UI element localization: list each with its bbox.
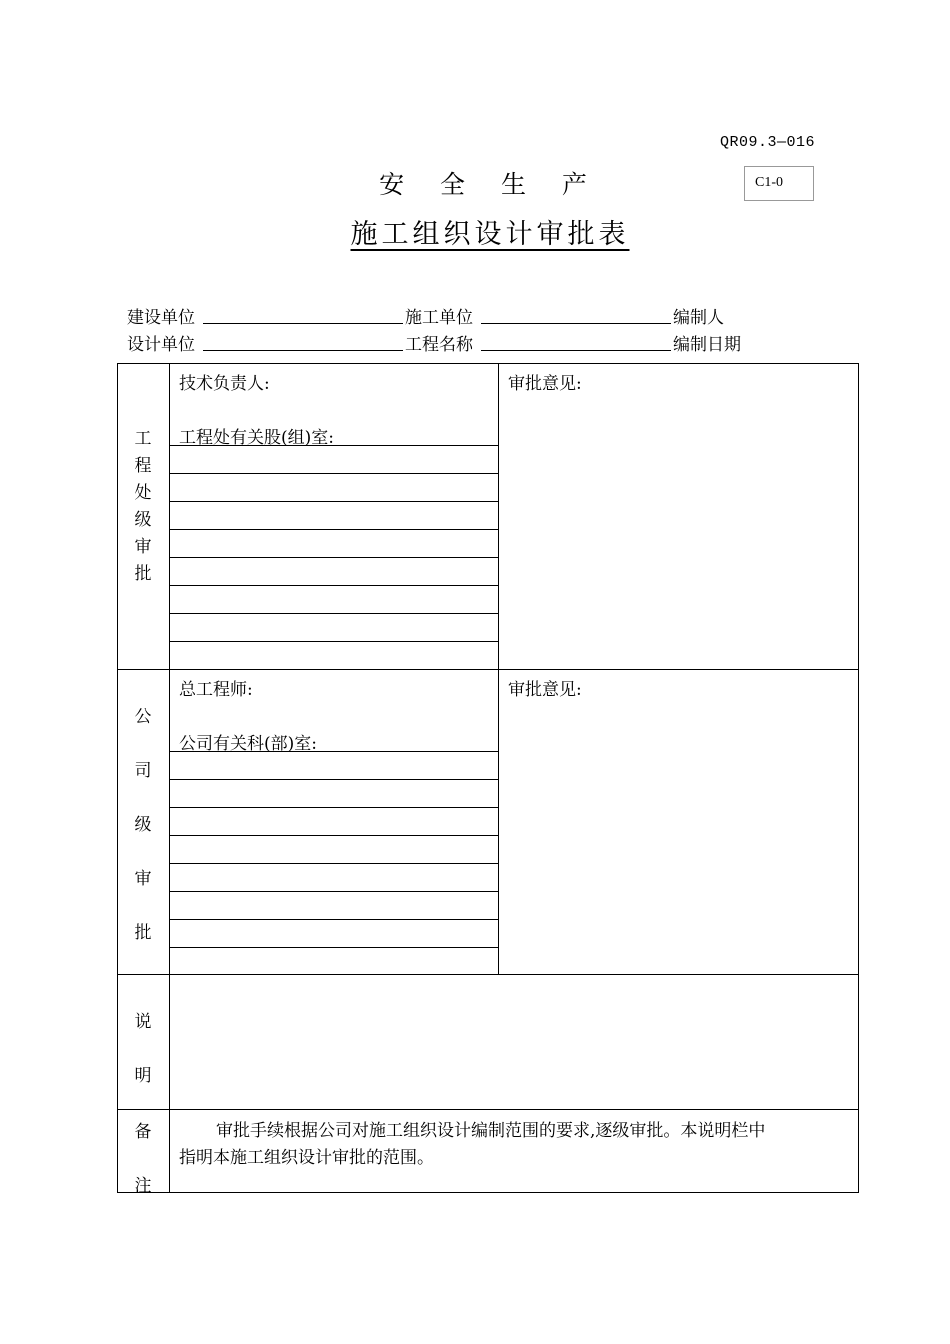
company-side-label-char: 级 — [134, 815, 152, 835]
page-title-text: 施工组织设计审批表 — [350, 219, 630, 250]
explain-side-label-char: 说 — [134, 1012, 152, 1032]
company-side-label-char: 审 — [134, 869, 152, 889]
explain-content-area[interactable] — [170, 975, 858, 1109]
design-unit-label: 设计单位 — [127, 335, 195, 355]
company-row-line — [169, 807, 498, 808]
form-badge: C1-0 — [744, 166, 814, 201]
compiler-label: 编制人 — [673, 308, 724, 328]
page-title — [330, 212, 650, 251]
division-row-line — [169, 501, 498, 502]
compile-date-label: 编制日期 — [673, 335, 741, 355]
builder-unit-label: 施工单位 — [405, 308, 473, 328]
project-name-field[interactable] — [481, 330, 671, 351]
explain-side-label-char: 明 — [134, 1066, 152, 1086]
tech-lead-label: 技术负责人: — [179, 374, 270, 394]
company-row-line — [169, 779, 498, 780]
division-row-line — [169, 529, 498, 530]
division-side-label-char: 程 — [134, 456, 152, 476]
company-opinion-label: 审批意见: — [508, 680, 582, 700]
design-unit-field[interactable] — [203, 330, 403, 351]
division-row-line — [169, 473, 498, 474]
division-side-label-char: 级 — [134, 510, 152, 530]
division-row-line — [169, 613, 498, 614]
company-row-line — [169, 947, 498, 948]
division-row-line — [169, 557, 498, 558]
company-row-line — [169, 919, 498, 920]
chief-engineer-label: 总工程师: — [179, 680, 253, 700]
construction-unit-field[interactable] — [203, 303, 403, 324]
division-office-label: 工程处有关股(组)室: — [179, 428, 334, 448]
division-row-line — [169, 585, 498, 586]
company-row-line — [169, 835, 498, 836]
company-side-label-char: 司 — [134, 761, 152, 781]
division-side-label-char: 批 — [134, 564, 152, 584]
document-code: QR09.3—016 — [720, 134, 816, 151]
notes-side-label-char: 备 — [134, 1122, 152, 1142]
project-name-label: 工程名称 — [405, 335, 473, 355]
notes-text-line-2: 指明本施工组织设计审批的范围。 — [179, 1148, 434, 1168]
company-side-label-char: 公 — [134, 707, 152, 727]
division-row-line — [169, 641, 498, 642]
company-office-label: 公司有关科(部)室: — [179, 734, 317, 754]
title-line-1: 安 全 生 产 — [379, 170, 601, 199]
division-opinion-label: 审批意见: — [508, 374, 582, 394]
company-side-label-char: 批 — [134, 923, 152, 943]
construction-unit-label: 建设单位 — [127, 308, 195, 328]
division-side-label-char: 处 — [134, 483, 152, 503]
division-side-label-char: 工 — [134, 429, 152, 449]
section-divider-3 — [117, 1109, 859, 1110]
notes-side-label-char: 注 — [134, 1176, 152, 1196]
company-row-line — [169, 891, 498, 892]
builder-unit-field[interactable] — [481, 303, 671, 324]
notes-text-line-1: 审批手续根据公司对施工组织设计编制范围的要求,逐级审批。本说明栏中 — [216, 1121, 766, 1141]
company-row-line — [169, 863, 498, 864]
division-side-label-char: 审 — [134, 537, 152, 557]
section-divider-1 — [117, 669, 859, 670]
